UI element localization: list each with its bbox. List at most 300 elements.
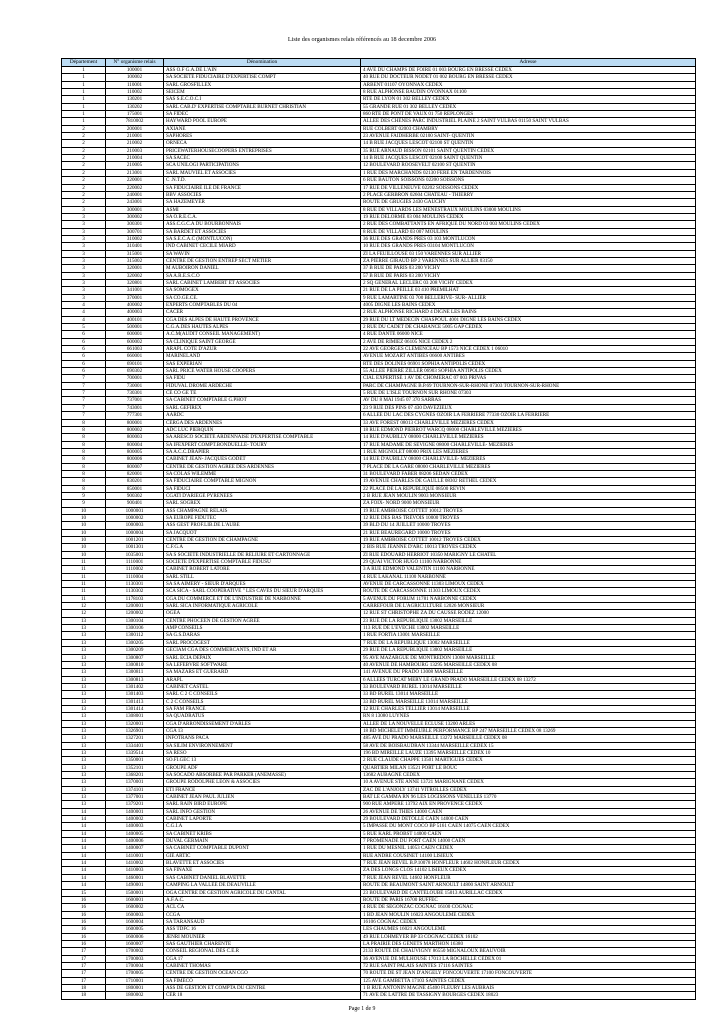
table-row	[62, 691, 696, 698]
cell-numero: 1301413	[106, 698, 164, 705]
cell-adresse: 10 A AVENUE STE ANNE 13721 MARIGNANE CEDEX	[361, 779, 696, 786]
cell-adresse: 14 RUE D'AUBILLY 08000 CHARLEVILLE MEZIERES	[361, 434, 696, 441]
cell-denomination: SA TARANSAUD	[164, 918, 361, 925]
cell-adresse: 5 AVENUE DU FORUM 11781 NARBONNE CEDEX	[361, 595, 696, 602]
cell-adresse: 29 QUAI VICTOR HUGO 11100 NARBONNE	[361, 559, 696, 566]
cell-denomination: SA SOCADO ABSORBEE PAR PARKER (ANEMASSE)	[164, 772, 361, 779]
cell-denomination: CABINET JEAN- JACQUES GODET	[164, 456, 361, 463]
header-numero: N° organisme relais	[106, 59, 164, 67]
cell-numero: 800003	[106, 434, 164, 441]
cell-departement: 1	[62, 111, 106, 118]
cell-denomination: SA FIMECO	[164, 977, 361, 984]
cell-departement: 14	[62, 808, 106, 815]
table-row	[62, 757, 696, 764]
cell-numero: 175001	[106, 111, 164, 118]
table-row	[62, 918, 696, 925]
table-row	[62, 448, 696, 455]
cell-numero: 800004	[106, 441, 164, 448]
cell-numero: 1000004	[106, 529, 164, 536]
cell-adresse: 2 RUE CLAUDE CHAPPE 13501 MARTIGUES CEDEX	[361, 757, 696, 764]
cell-numero: 1300811	[106, 669, 164, 676]
cell-numero: 1379201	[106, 801, 164, 808]
table-row	[62, 243, 696, 250]
table-row	[62, 272, 696, 279]
table-row	[62, 749, 696, 756]
table-body	[62, 67, 696, 1000]
cell-departement: 14	[62, 830, 106, 837]
cell-denomination: SAS GAUTHIER CHARENTE	[164, 940, 361, 947]
cell-numero: 1600002	[106, 904, 164, 911]
cell-adresse: 57 B RUE DE PARIS 03 200 VICHY	[361, 272, 696, 279]
cell-numero: 730001	[106, 382, 164, 389]
cell-departement: 13	[62, 786, 106, 793]
table-row	[62, 948, 696, 955]
table-row	[62, 860, 696, 867]
cell-denomination: SARL PRICE WATER HOUSE COOPERS	[164, 368, 361, 375]
cell-numero: 660001	[106, 353, 164, 360]
cell-adresse: RTE DES DOLINES 06901 SOPHIA ANTIPOLIS CEDEX	[361, 360, 696, 367]
cell-numero: 800007	[106, 463, 164, 470]
cell-numero: 500001	[106, 324, 164, 331]
cell-denomination: SARL INFO GESTION	[164, 808, 361, 815]
table-row	[62, 338, 696, 345]
cell-departement: 13	[62, 720, 106, 727]
table-row	[62, 838, 696, 845]
cell-adresse: ZA PIERRE GIRAUD BP 2 VARENNES SUR ALLIER 03150	[361, 257, 696, 264]
cell-numero: 1410003	[106, 867, 164, 874]
table-row	[62, 669, 696, 676]
cell-denomination: SA CABINET KRIBS	[164, 830, 361, 837]
cell-numero: 300001	[106, 206, 164, 213]
table-row	[62, 544, 696, 551]
cell-departement: 10	[62, 529, 106, 536]
cell-numero: 1301402	[106, 683, 164, 690]
cell-numero: 1600007	[106, 940, 164, 947]
cell-adresse: RUE ANDRE COUSINET 14100 LISIEUX	[361, 852, 696, 859]
cell-numero: 130201	[106, 96, 164, 103]
cell-departement: 8	[62, 456, 106, 463]
cell-denomination: CER 18	[164, 992, 361, 999]
cell-adresse: 860 RTE DE PONT DE VAUX 01 750 REPLONGES	[361, 111, 696, 118]
cell-numero: 1110004	[106, 573, 164, 580]
cell-denomination: CENTRE DE GESTION ENTREP SECT METIER	[164, 257, 361, 264]
cell-numero: 1001301	[106, 544, 164, 551]
cell-numero: 1300209	[106, 647, 164, 654]
table-row	[62, 191, 696, 198]
cell-denomination: SA SOMOGEX	[164, 287, 361, 294]
cell-numero: 1500001	[106, 889, 164, 896]
table-row	[62, 434, 696, 441]
cell-departement: 13	[62, 735, 106, 742]
cell-numero: 1300104	[106, 617, 164, 624]
table-row	[62, 96, 696, 103]
cell-adresse: 2 PLACE GERBRON 02604 CHATEAU - THIERRY	[361, 191, 696, 198]
cell-departement: 12	[62, 603, 106, 610]
cell-adresse: 33 AVE FOREST 08013 CHARLEVILLE MEZIERES CEDEX	[361, 419, 696, 426]
cell-adresse: 23 BOULEVARD DE CANTELOUBE 15013 AURILLAC CEDEX	[361, 889, 696, 896]
cell-denomination: MARINELAND	[164, 353, 361, 360]
cell-adresse: 37 B RUE DE PARIS 03 200 VICHY	[361, 265, 696, 272]
cell-departement: 2	[62, 162, 106, 169]
cell-adresse: 13682 AUBAGNE CEDEX	[361, 772, 696, 779]
table-row	[62, 103, 696, 110]
cell-numero: 300002	[106, 213, 164, 220]
cell-adresse: 29 RUE DU LT MEDECIN CHASPOUL 4001 DIGNE LES BAINS CEDEX	[361, 316, 696, 323]
table-row	[62, 162, 696, 169]
cell-denomination: SARL MAUVIEL ET ASSOCIES	[164, 169, 361, 176]
cell-adresse: 18 BD MICHELET IMMEUBLE PERFORMANCE BP 247 MARSEILLE CEDEX 08 13269	[361, 727, 696, 734]
cell-departement: 13	[62, 632, 106, 639]
cell-adresse: 113 RUE DE L'EVECHE 13002 MARSEILLE	[361, 625, 696, 632]
cell-departement: 17	[62, 977, 106, 984]
cell-denomination: SA HAZEMEYER	[164, 199, 361, 206]
cell-adresse: 8 RUE ALPHONSE BAUDIN OYONNAX 01100	[361, 89, 696, 96]
table-row	[62, 632, 696, 639]
table-row	[62, 779, 696, 786]
cell-denomination: ASS GEST PROF.LIB.DE L'AUBE	[164, 522, 361, 529]
cell-adresse: ZA DES LONGS CLOS 14102 LISIEUX CEDEX	[361, 867, 696, 874]
cell-adresse: 1 RUE DES MARCHANDS 02130 FERE EN TARDENNOIS	[361, 169, 696, 176]
cell-denomination: SA SA AIMERY - SIEUR D'ARQUES	[164, 581, 361, 588]
cell-numero: 1400006	[106, 838, 164, 845]
table-row	[62, 316, 696, 323]
cell-adresse: 7 RUE DE LA REPUBLIQUE 13002 MARSEILLE	[361, 639, 696, 646]
cell-numero: 1200002	[106, 610, 164, 617]
cell-numero: 1400002	[106, 816, 164, 823]
cell-numero: 210005	[106, 162, 164, 169]
cell-denomination: AMP CONSEILS	[164, 625, 361, 632]
cell-departement: 16	[62, 918, 106, 925]
cell-numero: 210004	[106, 155, 164, 162]
cell-denomination: ETI FRANCE	[164, 786, 361, 793]
cell-numero: 1300807	[106, 654, 164, 661]
cell-departement: 1	[62, 103, 106, 110]
cell-numero: 800001	[106, 419, 164, 426]
cell-denomination: SA G.S.DARAS	[164, 632, 361, 639]
cell-adresse: 33 BD BUREL 13014 MARSEILLE	[361, 691, 696, 698]
cell-adresse: ROUTE DE GRUGIES 2430 GAUCHY	[361, 199, 696, 206]
cell-denomination: SA ARESCO SOCIETE ARDENNAISE D'EXPERTISE COMPTABLE	[164, 434, 361, 441]
cell-denomination: CERGA DES ARDENNES	[164, 419, 361, 426]
table-row	[62, 610, 696, 617]
table-row	[62, 279, 696, 286]
cell-numero: 1334401	[106, 742, 164, 749]
cell-adresse: 26 AVENUE DE THIES 14000 CAEN	[361, 808, 696, 815]
cell-adresse: AVENUE MOZART ANTIBES 06600 ANTIBES	[361, 353, 696, 360]
cell-denomination: A.F.A.C.	[164, 896, 361, 903]
cell-adresse: 2 B RUE JEAN MOULIN 9003 MONSIEUR	[361, 492, 696, 499]
cell-departement: 10	[62, 551, 106, 558]
cell-adresse: 31 BOULEVARD FABER 08206 SEDAN CEDEX	[361, 470, 696, 477]
cell-departement: 13	[62, 676, 106, 683]
cell-numero: 900302	[106, 492, 164, 499]
cell-numero: 1410002	[106, 860, 164, 867]
cell-departement: 2	[62, 155, 106, 162]
table-row	[62, 353, 696, 360]
cell-departement: 14	[62, 867, 106, 874]
table-row	[62, 478, 696, 485]
cell-numero: 1000001	[106, 507, 164, 514]
cell-denomination: FIDUVAL DROME ARDECHE	[164, 382, 361, 389]
table-row	[62, 764, 696, 771]
table-row	[62, 206, 696, 213]
cell-departement: 14	[62, 816, 106, 823]
cell-departement: 13	[62, 705, 106, 712]
cell-departement: 11	[62, 595, 106, 602]
cell-numero: 1301403	[106, 691, 164, 698]
cell-denomination: DUVAL GERMAIN	[164, 838, 361, 845]
cell-denomination: SO.FI.GEC 13	[164, 757, 361, 764]
cell-adresse: 12 RUE DES BAS TREVOIS 10000 TROYES	[361, 514, 696, 521]
cell-denomination: SA FIDUCI	[164, 485, 361, 492]
cell-departement: 11	[62, 581, 106, 588]
cell-adresse: 1 BD JEAN MOULIN 16023 ANGOULEME CEDEX	[361, 911, 696, 918]
cell-departement: 14	[62, 852, 106, 859]
cell-denomination: CAMPING LA VALLEE DE DEAUVILLE	[164, 882, 361, 889]
cell-adresse: 40 RUE DU DOCTEUR NODET 01 002 BOURG EN BRESSE CEDEX	[361, 74, 696, 81]
table-row	[62, 390, 696, 397]
table-row	[62, 382, 696, 389]
cell-denomination: SAS EXPERIAN	[164, 360, 361, 367]
cell-denomination: SAS S.E.C.O.C.I	[164, 96, 361, 103]
cell-denomination: EXPERTS COMPTABLES DU 04	[164, 302, 361, 309]
table-row	[62, 184, 696, 191]
cell-departement: 14	[62, 838, 106, 845]
table-row	[62, 882, 696, 889]
cell-adresse: 22 PLACE DE LA REPUBLIQUE 08500 REVIN	[361, 485, 696, 492]
table-row	[62, 470, 696, 477]
cell-departement: 15	[62, 889, 106, 896]
cell-numero: 370001	[106, 294, 164, 301]
table-row	[62, 426, 696, 433]
cell-adresse: 7 PLACE DE LA GARE 08000 CHARLEVILLE MEZIERES	[361, 463, 696, 470]
table-row	[62, 221, 696, 228]
cell-departement: 3	[62, 221, 106, 228]
table-row	[62, 661, 696, 668]
table-row	[62, 155, 696, 162]
cell-denomination: SA FAM FRANCE	[164, 705, 361, 712]
cell-numero: 820001	[106, 470, 164, 477]
cell-departement: 7	[62, 375, 106, 382]
cell-departement: 17	[62, 962, 106, 969]
cell-denomination: CE CO GE TE	[164, 390, 361, 397]
table-row	[62, 485, 696, 492]
table-row	[62, 67, 696, 74]
cell-departement: 7	[62, 397, 106, 404]
cell-numero: 850001	[106, 485, 164, 492]
cell-adresse: 5 RUE KARL PROBST 14000 CAEN	[361, 830, 696, 837]
cell-adresse: 5 RUE DE L'ISLE TOURNON SUR RHONE 07303	[361, 390, 696, 397]
cell-denomination: SA LEFEBVRE SOFTWARE	[164, 661, 361, 668]
cell-adresse: ROUTE DE CARCASSONNE 11303 LIMOUX CEDEX	[361, 588, 696, 595]
cell-denomination: SARL PROCOGEST	[164, 639, 361, 646]
cell-adresse: 19 RUE DELORME 03 004 MOULINS CEDEX	[361, 213, 696, 220]
cell-adresse: 22 AVE GEORGES CLEMENCEAU BP 1573 NICE CEDEX 1 06010	[361, 346, 696, 353]
table-row	[62, 845, 696, 852]
cell-adresse: 3 A RUE EDMOND VALENTIN 11100 NARBONNE	[361, 566, 696, 573]
cell-adresse: LA PRAIRIE DES GENETS MARTHON 16380	[361, 940, 696, 947]
cell-adresse: 19 RUE AMBROISE COTTET 10012 TROYES	[361, 507, 696, 514]
cell-departement: 2	[62, 125, 106, 132]
table-row	[62, 955, 696, 962]
cell-departement: 13	[62, 749, 106, 756]
cell-adresse: 2 AVE DE RIMIEZ 06105 NICE CEDEX 2	[361, 338, 696, 345]
cell-departement: 16	[62, 896, 106, 903]
cell-denomination: SARL GEFIREX	[164, 404, 361, 411]
header-adresse: Adresse	[361, 59, 696, 67]
cell-numero: 1600004	[106, 918, 164, 925]
cell-departement: 6	[62, 346, 106, 353]
cell-denomination: ARAPL COTE D'AZUR	[164, 346, 361, 353]
cell-denomination: GROUPE RODOLPHE LEON & ASSOCIES	[164, 779, 361, 786]
cell-denomination: C 2 C CONSEILS	[164, 698, 361, 705]
cell-departement: 13	[62, 764, 106, 771]
cell-numero: 1600006	[106, 933, 164, 940]
cell-denomination: SA MAZARS ET GUERARD	[164, 669, 361, 676]
page-title: Liste des organismes relais référencés au 18 decembre 2006	[287, 36, 437, 43]
cell-adresse: 95 AVE MAZARGUE DE MONTREDON 13008 MARSEILLE	[361, 654, 696, 661]
cell-denomination: CGATI D'ARIEGE PYRENEES	[164, 492, 361, 499]
cell-numero: 243001	[106, 199, 164, 206]
table-row	[62, 294, 696, 301]
cell-numero: 743001	[106, 404, 164, 411]
cell-denomination: SA CO.GE.CE.	[164, 294, 361, 301]
cell-denomination: SA CABINET COMPTABLE DUPONT	[164, 845, 361, 852]
cell-numero: 310002	[106, 235, 164, 242]
cell-denomination: AXIANE	[164, 125, 361, 132]
cell-departement: 17	[62, 955, 106, 962]
cell-departement: 10	[62, 507, 106, 514]
cell-adresse: ZAC DE L'ANJOLY 13741 VITROLLES CEDEX	[361, 786, 696, 793]
cell-adresse: 141 AVENUE DU PRADO 13008 MARSEILLE	[361, 669, 696, 676]
table-row	[62, 419, 696, 426]
cell-adresse: 4005 DIGNE LES BAINS CEDEX	[361, 302, 696, 309]
cell-departement: 17	[62, 948, 106, 955]
cell-departement: 7	[62, 382, 106, 389]
cell-denomination: CGA 13	[164, 727, 361, 734]
cell-denomination: SCA SICA - SARL COOPERATIVE " LES CAVES DU SIEUR D'ARQUES	[164, 588, 361, 595]
cell-denomination: SARL C 2 C CONSEILS	[164, 691, 361, 698]
cell-numero: 1370001	[106, 779, 164, 786]
cell-denomination: ADC LUC PIERQUIN	[164, 426, 361, 433]
cell-denomination: CACER	[164, 309, 361, 316]
cell-adresse: 14 B RUE JACQUES LESCOT 02100 ST QUENTIN	[361, 140, 696, 147]
table-row	[62, 735, 696, 742]
cell-adresse: 58 AVE DE BOISBAUDRAN 13344 MARSEILLE CEDEX 15	[361, 742, 696, 749]
cell-numero: 210001	[106, 133, 164, 140]
cell-denomination: CABINET ROBERT LATORE	[164, 566, 361, 573]
cell-numero: 300301	[106, 221, 164, 228]
cell-numero: 1800001	[106, 984, 164, 991]
cell-numero: 730301	[106, 390, 164, 397]
cell-denomination: ASS.C.G.C.A DU BOURBONNAIS	[164, 221, 361, 228]
cell-departement: 14	[62, 845, 106, 852]
cell-denomination: CABINET CASTEL	[164, 683, 361, 690]
table-row	[62, 529, 696, 536]
table-row	[62, 375, 696, 382]
cell-departement: 13	[62, 683, 106, 690]
table-row	[62, 823, 696, 830]
cell-departement: 3	[62, 294, 106, 301]
table-row	[62, 235, 696, 242]
cell-denomination: SA RESO	[164, 749, 361, 756]
cell-denomination: ASS DE GESTION ET COMPTA DU CENTRE	[164, 984, 361, 991]
cell-denomination: SA A.C.C.DRAPIER	[164, 448, 361, 455]
cell-denomination: SA QUADRATUS	[164, 713, 361, 720]
table-row	[62, 683, 696, 690]
cell-adresse: 196 BD MIREILLE LAUZE 13395 MARSEILLE CEDEX 10	[361, 749, 696, 756]
cell-numero: 400002	[106, 302, 164, 309]
cell-numero: 1600005	[106, 926, 164, 933]
cell-numero: 1400003	[106, 823, 164, 830]
cell-adresse: ZA FOIX- NORD 9000 MONSIEUR	[361, 500, 696, 507]
cell-numero: 1300205	[106, 639, 164, 646]
cell-denomination: SAS CABINET DANIEL BLAVETTE	[164, 874, 361, 881]
cell-departement: 8	[62, 463, 106, 470]
table-row	[62, 368, 696, 375]
cell-departement: 3	[62, 213, 106, 220]
table-row	[62, 581, 696, 588]
cell-departement: 8	[62, 485, 106, 492]
cell-departement: 16	[62, 904, 106, 911]
cell-adresse: 14 B RUE JACQUES LESCOT 02100 SAINT QUENTIN	[361, 155, 696, 162]
cell-denomination: SARL STILL	[164, 573, 361, 580]
cell-numero: 1410001	[106, 852, 164, 859]
cell-adresse: 9 RUE LAMARTINE 03 700 BELLERIVE- SUR- ALLIER	[361, 294, 696, 301]
cell-numero: 1326901	[106, 727, 164, 734]
cell-numero: 1300813	[106, 676, 164, 683]
cell-adresse: ALLEE DE LA NOUVELLE ECLUSE 13200 ARLES	[361, 720, 696, 727]
cell-numero: 1130302	[106, 588, 164, 595]
cell-departement: 4	[62, 316, 106, 323]
table-row	[62, 786, 696, 793]
cell-adresse: 2133 ROUTE DE CHAUVIGNY 86550 MIGNALOUX BEAUVOIR	[361, 948, 696, 955]
cell-adresse: 2 RUE ALPHONSE RICHARD 4 DIGNE LES BAINS	[361, 309, 696, 316]
cell-departement: 13	[62, 757, 106, 764]
cell-denomination: GIE ARTIC	[164, 852, 361, 859]
cell-adresse: 19 AVENUE CHARLES DE GAULLE 08302 RETHEL CEDEX	[361, 478, 696, 485]
cell-adresse: 1 RUE FORTIA 13001 MARSEILLE	[361, 632, 696, 639]
cell-departement: 4	[62, 302, 106, 309]
cell-departement: 13	[62, 801, 106, 808]
cell-numero: 1110001	[106, 559, 164, 566]
cell-adresse: 12 RUE ST CHRISTOPHE ZA DU CAUSSE RODEZ 12000	[361, 610, 696, 617]
cell-denomination: SA COLAS WILEMME	[164, 470, 361, 477]
cell-departement: 7	[62, 404, 106, 411]
cell-numero: 400101	[106, 316, 164, 323]
header-departement: Département	[62, 59, 106, 67]
cell-adresse: 71 AVE DE LATTRE DE TASSIGNY BOURGES CEDEX 18023	[361, 992, 696, 999]
cell-numero: 213001	[106, 169, 164, 176]
table-row	[62, 713, 696, 720]
table-row	[62, 228, 696, 235]
cell-departement: 2	[62, 140, 106, 147]
cell-numero: 210002	[106, 140, 164, 147]
cell-departement: 12	[62, 610, 106, 617]
cell-numero: 1178103	[106, 595, 164, 602]
table-row	[62, 331, 696, 338]
cell-adresse: LES CHAUMES 16021 ANGOULEME	[361, 926, 696, 933]
table-row	[62, 808, 696, 815]
table-row	[62, 133, 696, 140]
cell-denomination: CCGA	[164, 911, 361, 918]
cell-numero: 320001	[106, 265, 164, 272]
cell-numero: 690101	[106, 360, 164, 367]
cell-departement: 18	[62, 992, 106, 999]
cell-adresse: 29 RUE DE LA REPUBLIQUE 13002 MARSEILLE	[361, 647, 696, 654]
cell-denomination: CABINET JEAN PAUL JULIEN	[164, 794, 361, 801]
cell-denomination: GROUPE ADF	[164, 764, 361, 771]
